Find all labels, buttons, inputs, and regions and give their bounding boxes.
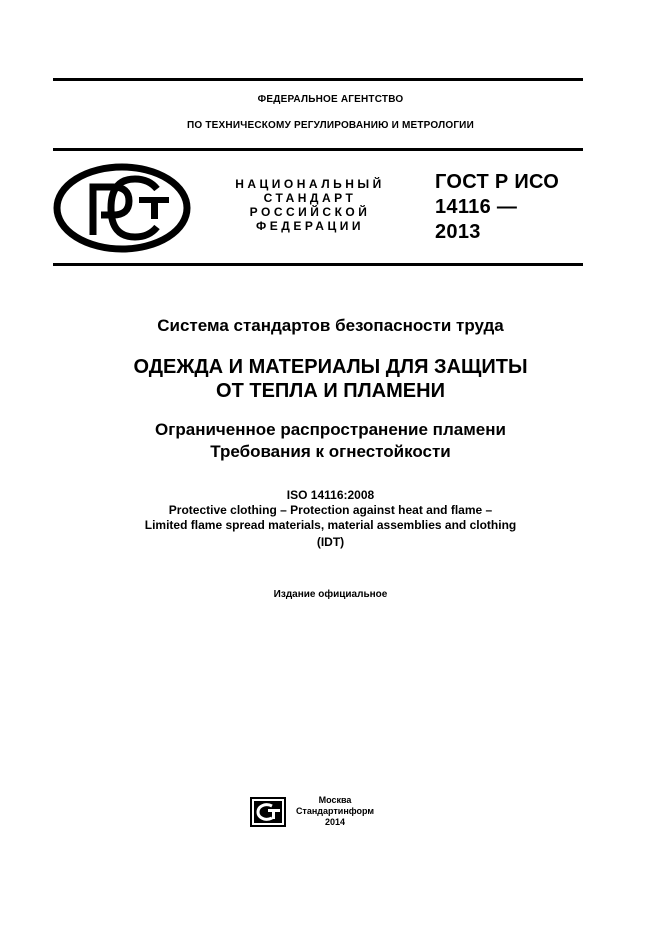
standard-type-line1: НАЦИОНАЛЬНЫЙ bbox=[235, 177, 385, 191]
main-title-line1: ОДЕЖДА И МАТЕРИАЛЫ ДЛЯ ЗАЩИТЫ bbox=[133, 356, 528, 378]
main-title-line2: ОТ ТЕПЛА И ПЛАМЕНИ bbox=[216, 380, 445, 402]
iso-title-line1: Protective clothing – Protection against heat and flame – bbox=[168, 503, 493, 517]
subtitle-line2: Требования к огнестойкости bbox=[210, 442, 451, 461]
subtitle-line1: Ограниченное распространение пламени bbox=[155, 420, 506, 439]
designation-line2: 14116 — bbox=[435, 196, 518, 218]
edition-label: Издание официальное bbox=[273, 589, 388, 600]
publisher-city: Москва bbox=[318, 795, 352, 805]
iso-title-line2: Limited flame spread materials, material assemblies and clothing bbox=[144, 518, 517, 532]
standartinform-logo-icon bbox=[250, 797, 286, 827]
designation-line3: 2013 bbox=[435, 221, 481, 243]
publisher-year: 2014 bbox=[324, 817, 346, 827]
rst-logo-icon bbox=[53, 163, 191, 253]
standard-type-line3: РОССИЙСКОЙ bbox=[249, 205, 371, 219]
header-rule bbox=[53, 148, 583, 151]
publisher-name: Стандартинформ bbox=[295, 806, 375, 816]
agency-name-line1: ФЕДЕРАЛЬНОЕ АГЕНТСТВО bbox=[257, 94, 404, 105]
title-block-rule bbox=[53, 263, 583, 266]
agency-name-line2: ПО ТЕХНИЧЕСКОМУ РЕГУЛИРОВАНИЮ И МЕТРОЛОГИИ bbox=[187, 120, 474, 131]
iso-idt: (IDT) bbox=[316, 535, 345, 549]
iso-code: ISO 14116:2008 bbox=[286, 488, 375, 502]
standards-system-title: Система стандартов безопасности труда bbox=[157, 316, 504, 335]
standard-type-line4: ФЕДЕРАЦИИ bbox=[256, 219, 364, 233]
top-rule bbox=[53, 78, 583, 81]
designation-line1: ГОСТ Р ИСО bbox=[435, 171, 560, 193]
standard-type-line2: СТАНДАРТ bbox=[263, 191, 357, 205]
